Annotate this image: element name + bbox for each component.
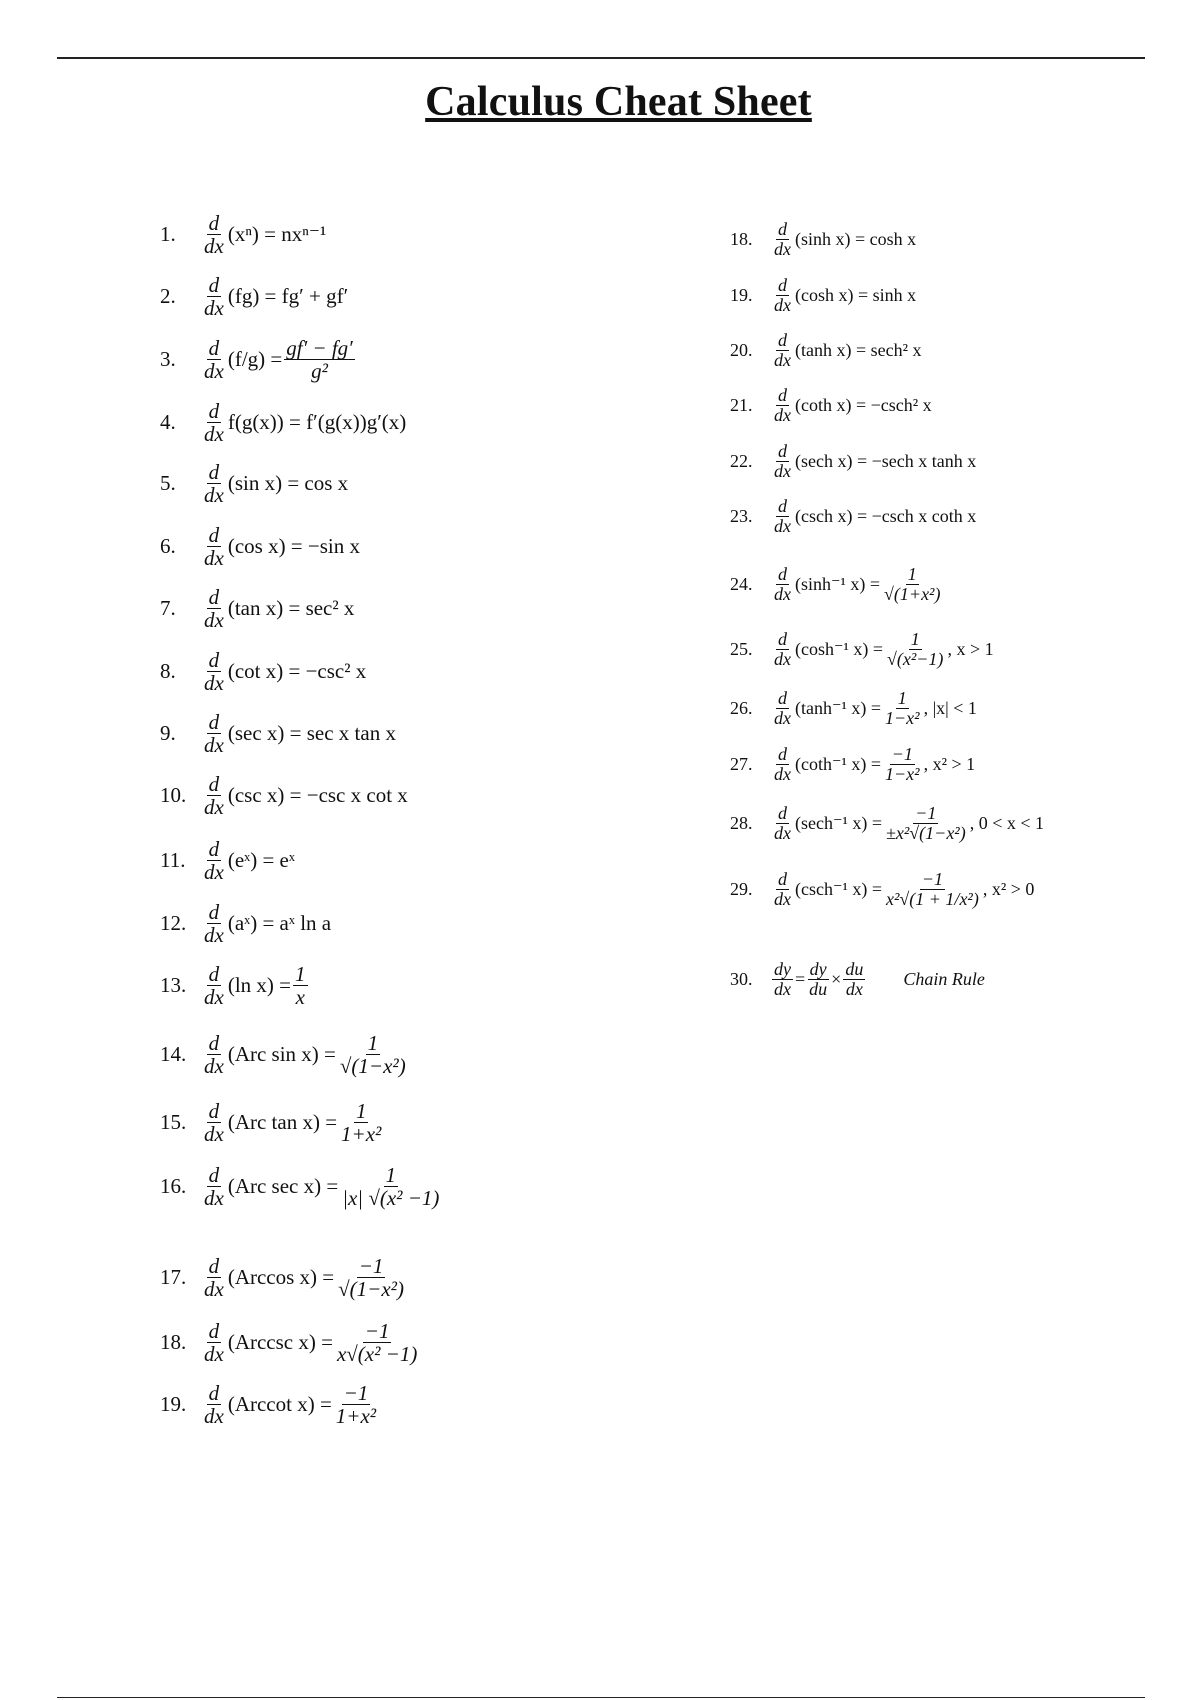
- derivative-operator-numerator: d: [778, 385, 787, 405]
- derivative-operator-numerator: d: [778, 688, 787, 708]
- derivative-operator-denominator: dx: [774, 583, 791, 604]
- derivative-operator: [202, 711, 226, 756]
- derivative-operator: [772, 630, 793, 669]
- formula-number: 23.: [730, 505, 753, 526]
- formula-condition: , x > 1: [947, 638, 994, 659]
- formula-expression: (coth⁻¹ x) =: [795, 753, 882, 774]
- rhs-fraction-denominator: |x| √(x² −1): [342, 1186, 440, 1211]
- chain-rule-label: Chain Rule: [903, 968, 985, 989]
- rhs-fraction-denominator: 1−x²: [885, 707, 920, 728]
- derivative-operator-numerator: d: [778, 744, 787, 764]
- derivative-operator-numerator: d: [208, 710, 220, 734]
- rhs-fraction: [883, 745, 922, 784]
- rhs-fraction: [883, 689, 922, 728]
- left-formula-4: [160, 400, 406, 445]
- formula-expression: (tanh x) = sech² x: [795, 339, 922, 360]
- derivative-operator: [772, 870, 793, 909]
- rhs-fraction-numerator: 1: [295, 962, 306, 986]
- formula-condition: , |x| < 1: [923, 697, 977, 718]
- derivative-operator-numerator: d: [778, 803, 787, 823]
- right-formula-5: [730, 442, 976, 481]
- formula-expression: (sec x) = sec x tan x: [227, 721, 396, 746]
- right-formula-2: [730, 276, 916, 315]
- rhs-fraction: [293, 963, 308, 1008]
- rhs-fraction: [334, 1382, 378, 1427]
- derivative-operator-denominator: dx: [204, 1122, 224, 1147]
- derivative-operator: [772, 804, 793, 843]
- formula-expression: (cosh⁻¹ x) =: [795, 638, 884, 659]
- formula-number: 17.: [160, 1265, 187, 1290]
- formula-number: 5.: [160, 471, 176, 496]
- formula-number: 22.: [730, 450, 753, 471]
- derivative-operator-denominator: dx: [204, 359, 224, 384]
- right-formula-7: [730, 565, 944, 604]
- formula-expression: (coth x) = −csch² x: [795, 394, 932, 415]
- rhs-fraction: [284, 337, 355, 382]
- formula-number: 16.: [160, 1174, 187, 1199]
- formula-expression: (csch x) = −csch x coth x: [795, 505, 977, 526]
- derivative-operator-denominator: dx: [204, 795, 224, 820]
- derivative-operator-numerator: d: [208, 900, 220, 924]
- formula-expression: f(g(x)) = f′(g(x))g′(x): [227, 410, 407, 435]
- rhs-fraction-denominator: ±x²√(1−x²): [886, 822, 966, 843]
- formula-expression: (aˣ) = aˣ ln a: [227, 911, 332, 936]
- left-formula-13: [160, 963, 310, 1008]
- derivative-operator: [772, 960, 793, 999]
- formula-expression: (tan x) = sec² x: [227, 596, 355, 621]
- rhs-fraction-denominator: 1+x²: [335, 1404, 377, 1429]
- formula-expression: (sinh⁻¹ x) =: [795, 573, 881, 594]
- rhs-fraction-numerator: −1: [364, 1319, 390, 1343]
- formula-number: 27.: [730, 753, 753, 774]
- derivative-operator-denominator: dx: [774, 460, 791, 481]
- derivative-operator: [772, 497, 793, 536]
- derivative-operator: [202, 586, 226, 631]
- formula-number: 1.: [160, 222, 176, 247]
- derivative-operator-numerator: d: [778, 869, 787, 889]
- page-title: Calculus Cheat Sheet: [425, 79, 812, 125]
- derivative-operator-denominator: dx: [774, 515, 791, 536]
- derivative-operator: [202, 337, 226, 382]
- formula-expression: (sech x) = −sech x tanh x: [795, 450, 977, 471]
- right-formula-12: [730, 870, 1034, 909]
- formula-expression: (csc x) = −csc x cot x: [227, 783, 408, 808]
- derivative-operator-numerator: d: [208, 585, 220, 609]
- formula-number: 20.: [730, 339, 753, 360]
- left-formula-14: [160, 1032, 410, 1077]
- right-formula-8: [730, 630, 994, 669]
- derivative-operator: [202, 212, 226, 257]
- derivative-operator-denominator: dx: [204, 671, 224, 696]
- derivative-operator-numerator: d: [208, 1031, 220, 1055]
- derivative-operator-denominator: dx: [204, 733, 224, 758]
- derivative-operator: [202, 1382, 226, 1427]
- formula-condition: ×: [831, 968, 842, 989]
- derivative-operator: [772, 565, 793, 604]
- derivative-operator-numerator: d: [208, 1254, 220, 1278]
- formula-expression: (cos x) = −sin x: [227, 534, 361, 559]
- rhs-fraction: [339, 1100, 383, 1145]
- formula-number: 9.: [160, 721, 176, 746]
- top-rule: [57, 57, 1145, 59]
- formula-number: 29.: [730, 878, 753, 899]
- left-formula-16: [160, 1164, 443, 1209]
- derivative-operator: [202, 461, 226, 506]
- derivative-operator-denominator: dx: [204, 422, 224, 447]
- derivative-operator-numerator: d: [208, 336, 220, 360]
- rhs-fraction-numerator: −1: [891, 744, 913, 764]
- left-formula-19: [160, 1382, 380, 1427]
- rhs-fraction: [335, 1320, 419, 1365]
- left-formula-15: [160, 1100, 385, 1145]
- derivative-operator: [202, 963, 226, 1008]
- formula-number: 11.: [160, 848, 186, 873]
- chain-fraction: [843, 960, 865, 999]
- derivative-operator: [202, 1320, 226, 1365]
- right-formula-13: [730, 960, 985, 999]
- derivative-operator: [202, 901, 226, 946]
- derivative-operator-denominator: dx: [774, 648, 791, 669]
- chain-fraction-numerator: du: [845, 959, 864, 979]
- derivative-operator-numerator: d: [778, 629, 787, 649]
- derivative-operator-numerator: d: [208, 648, 220, 672]
- derivative-operator: [772, 689, 793, 728]
- left-formula-2: [160, 274, 348, 319]
- left-formula-11: [160, 838, 295, 883]
- rhs-fraction-denominator: x√(x² −1): [336, 1342, 418, 1367]
- derivative-operator-denominator: dx: [774, 763, 791, 784]
- formula-expression: (Arccot x) =: [227, 1392, 332, 1417]
- left-formula-1: [160, 212, 326, 257]
- derivative-operator-denominator: dx: [774, 349, 791, 370]
- formula-expression: (tanh⁻¹ x) =: [795, 697, 882, 718]
- derivative-operator-numerator: d: [208, 837, 220, 861]
- right-formula-6: [730, 497, 976, 536]
- rhs-fraction: [884, 804, 968, 843]
- right-formula-10: [730, 745, 975, 784]
- rhs-fraction-numerator: 1: [355, 1099, 367, 1123]
- formula-number: 25.: [730, 638, 753, 659]
- derivative-operator-denominator: dx: [204, 1404, 224, 1429]
- derivative-operator-denominator: dx: [204, 1054, 224, 1079]
- derivative-operator: [772, 442, 793, 481]
- left-formula-3: [160, 337, 357, 382]
- derivative-operator: [202, 524, 226, 569]
- formula-expression: (Arc sin x) =: [227, 1042, 336, 1067]
- rhs-fraction: [884, 870, 981, 909]
- left-formula-18: [160, 1320, 421, 1365]
- rhs-fraction-numerator: gf′ − fg′: [286, 336, 353, 360]
- formula-expression: =: [795, 968, 806, 989]
- formula-number: 26.: [730, 697, 753, 718]
- formula-number: 18.: [730, 228, 753, 249]
- derivative-operator-denominator: dx: [774, 822, 791, 843]
- formula-number: 4.: [160, 410, 176, 435]
- rhs-fraction-numerator: 1: [907, 564, 917, 584]
- rhs-fraction-numerator: −1: [921, 869, 943, 889]
- derivative-operator: [772, 386, 793, 425]
- derivative-operator-numerator: d: [778, 564, 787, 584]
- formula-number: 2.: [160, 284, 176, 309]
- rhs-fraction: [340, 1164, 441, 1209]
- formula-number: 15.: [160, 1110, 187, 1135]
- derivative-operator-denominator: dx: [204, 483, 224, 508]
- derivative-operator-numerator: d: [778, 219, 787, 239]
- derivative-operator-denominator: dx: [204, 608, 224, 633]
- derivative-operator: [772, 331, 793, 370]
- derivative-operator-numerator: d: [208, 1319, 220, 1343]
- derivative-operator-numerator: d: [208, 211, 220, 235]
- left-formula-12: [160, 901, 331, 946]
- derivative-operator-denominator: dx: [204, 1342, 224, 1367]
- derivative-operator-numerator: d: [778, 275, 787, 295]
- right-formula-9: [730, 689, 977, 728]
- rhs-fraction-numerator: −1: [343, 1381, 369, 1405]
- derivative-operator-numerator: d: [208, 962, 220, 986]
- rhs-fraction-numerator: −1: [358, 1254, 384, 1278]
- derivative-operator: [202, 400, 226, 445]
- left-formula-10: [160, 773, 408, 818]
- derivative-operator-denominator: dx: [774, 888, 791, 909]
- formula-condition: , x² > 1: [923, 753, 976, 774]
- derivative-operator-denominator: dx: [204, 296, 224, 321]
- rhs-fraction-numerator: 1: [367, 1031, 379, 1055]
- rhs-fraction-denominator: √(1+x²): [884, 583, 941, 604]
- derivative-operator-numerator: dy: [774, 959, 791, 979]
- derivative-operator-denominator: dx: [204, 234, 224, 259]
- derivative-operator-denominator: dx: [774, 978, 791, 999]
- derivative-operator: [202, 1032, 226, 1077]
- right-formula-4: [730, 386, 932, 425]
- derivative-operator-numerator: d: [208, 1163, 220, 1187]
- derivative-operator-numerator: d: [208, 523, 220, 547]
- derivative-operator-denominator: dx: [774, 707, 791, 728]
- right-formula-1: [730, 220, 916, 259]
- formula-number: 3.: [160, 347, 176, 372]
- rhs-fraction-denominator: x²√(1 + 1/x²): [886, 888, 979, 909]
- formula-expression: (Arccos x) =: [227, 1265, 335, 1290]
- derivative-operator-numerator: d: [208, 460, 220, 484]
- left-formula-8: [160, 649, 366, 694]
- derivative-operator: [772, 745, 793, 784]
- rhs-fraction: [336, 1255, 406, 1300]
- left-formula-9: [160, 711, 396, 756]
- formula-number: 8.: [160, 659, 176, 684]
- rhs-fraction-denominator: du: [809, 978, 828, 999]
- formula-expression: (sech⁻¹ x) =: [795, 812, 883, 833]
- right-formula-3: [730, 331, 922, 370]
- formula-number: 10.: [160, 783, 187, 808]
- formula-number: 6.: [160, 534, 176, 559]
- chain-fraction-denominator: dx: [845, 978, 863, 999]
- formula-expression: (sinh x) = cosh x: [795, 228, 917, 249]
- formula-number: 19.: [160, 1392, 187, 1417]
- left-formula-17: [160, 1255, 408, 1300]
- formula-number: 24.: [730, 573, 753, 594]
- formula-condition: , 0 < x < 1: [969, 812, 1045, 833]
- formula-number: 18.: [160, 1330, 187, 1355]
- rhs-fraction: [338, 1032, 408, 1077]
- formula-number: 7.: [160, 596, 176, 621]
- rhs-fraction-denominator: g²: [311, 359, 328, 384]
- formula-number: 19.: [730, 284, 753, 305]
- derivative-operator: [202, 649, 226, 694]
- derivative-operator: [772, 220, 793, 259]
- derivative-operator-numerator: d: [208, 399, 220, 423]
- derivative-operator: [202, 1164, 226, 1209]
- derivative-operator-denominator: dx: [204, 546, 224, 571]
- derivative-operator-numerator: d: [778, 441, 787, 461]
- derivative-operator-denominator: dx: [204, 1186, 224, 1211]
- formula-expression: (Arc tan x) =: [227, 1110, 338, 1135]
- formula-number: 12.: [160, 911, 187, 936]
- formula-condition: , x² > 0: [982, 878, 1035, 899]
- derivative-operator-denominator: dx: [774, 294, 791, 315]
- derivative-operator-denominator: dx: [774, 238, 791, 259]
- bottom-rule: [57, 1697, 1145, 1698]
- derivative-operator-numerator: d: [208, 1381, 220, 1405]
- formula-number: 14.: [160, 1042, 187, 1067]
- formula-expression: (Arc sec x) =: [227, 1174, 339, 1199]
- formula-expression: (f/g) =: [227, 347, 283, 372]
- derivative-operator-numerator: d: [208, 772, 220, 796]
- rhs-fraction-numerator: 1: [385, 1163, 397, 1187]
- rhs-fraction-numerator: 1: [910, 629, 920, 649]
- derivative-operator-denominator: dx: [204, 985, 224, 1010]
- rhs-fraction-denominator: √(1−x²): [339, 1054, 406, 1079]
- rhs-fraction-denominator: x: [295, 985, 305, 1010]
- formula-number: 28.: [730, 812, 753, 833]
- rhs-fraction-denominator: √(x²−1): [887, 648, 944, 669]
- rhs-fraction-denominator: 1−x²: [885, 763, 920, 784]
- rhs-fraction: [807, 960, 829, 999]
- rhs-fraction-denominator: 1+x²: [341, 1122, 382, 1147]
- rhs-fraction-numerator: −1: [915, 803, 937, 823]
- derivative-operator-denominator: dx: [204, 1277, 224, 1302]
- left-formula-7: [160, 586, 354, 631]
- formula-expression: (sin x) = cos x: [227, 471, 349, 496]
- right-formula-11: [730, 804, 1044, 843]
- rhs-fraction-numerator: dy: [809, 959, 827, 979]
- left-formula-5: [160, 461, 348, 506]
- left-formula-6: [160, 524, 360, 569]
- formula-number: 13.: [160, 973, 187, 998]
- formula-expression: (cosh x) = sinh x: [795, 284, 917, 305]
- derivative-operator-denominator: dx: [774, 404, 791, 425]
- derivative-operator: [202, 838, 226, 883]
- formula-expression: (Arccsc x) =: [227, 1330, 333, 1355]
- rhs-fraction-denominator: √(1−x²): [338, 1277, 404, 1302]
- rhs-fraction: [882, 565, 942, 604]
- derivative-operator-denominator: dx: [204, 923, 224, 948]
- formula-number: 30.: [730, 968, 753, 989]
- rhs-fraction: [885, 630, 945, 669]
- formula-expression: (ln x) =: [227, 973, 291, 998]
- derivative-operator-numerator: d: [208, 1099, 220, 1123]
- derivative-operator-numerator: d: [208, 273, 220, 297]
- formula-number: 21.: [730, 394, 753, 415]
- derivative-operator: [772, 276, 793, 315]
- derivative-operator: [202, 274, 226, 319]
- derivative-operator: [202, 1100, 226, 1145]
- derivative-operator-numerator: d: [778, 330, 787, 350]
- formula-expression: (xⁿ) = nxⁿ⁻¹: [227, 222, 327, 247]
- derivative-operator: [202, 1255, 226, 1300]
- rhs-fraction-numerator: 1: [897, 688, 907, 708]
- formula-expression: (fg) = fg′ + gf′: [227, 284, 349, 309]
- derivative-operator-denominator: dx: [204, 860, 224, 885]
- formula-expression: (csch⁻¹ x) =: [795, 878, 883, 899]
- derivative-operator: [202, 773, 226, 818]
- formula-expression: (cot x) = −csc² x: [227, 659, 367, 684]
- derivative-operator-numerator: d: [778, 496, 787, 516]
- formula-expression: (eˣ) = eˣ: [227, 848, 295, 873]
